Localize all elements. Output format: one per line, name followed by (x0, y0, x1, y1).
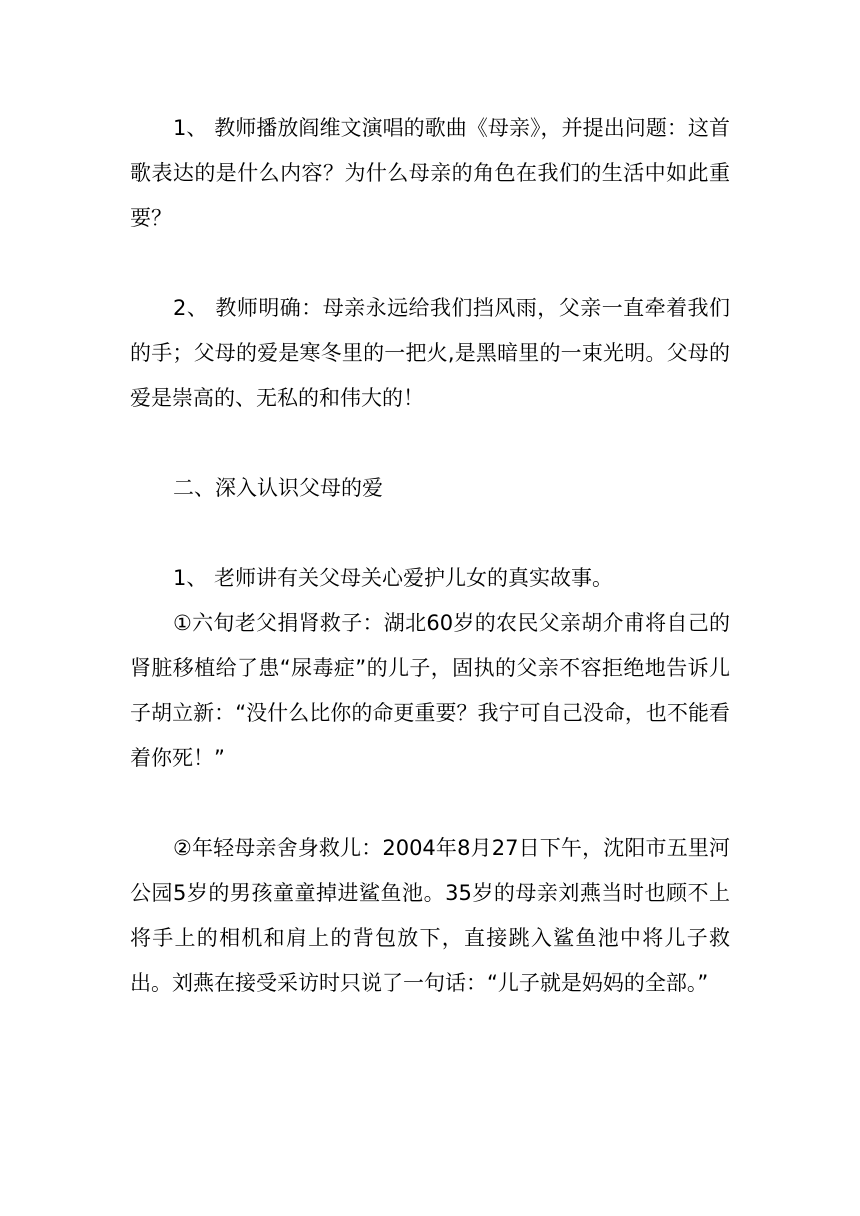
paragraph-teacher-plays-song: 1、 教师播放阎维文演唱的歌曲《母亲》，并提出问题：这首歌表达的是什么内容？为什么母亲的角色在我们的生活中如此重要？ (130, 116, 730, 230)
paragraph-story-mother-rescue: ②年轻母亲舍身救儿：2004年8月27日下午，沈阳市五里河公园5岁的男孩童童掉进鲨鱼池。35岁的母亲刘燕当时也顾不上将手上的相机和肩上的背包放下，直接跳入鲨鱼池中将儿子救出。刘燕在接受采访时只说了一句话：“儿子就是妈妈的全部。” (130, 836, 730, 995)
section-heading-parents-love: 二、深入认识父母的爱 (173, 476, 383, 500)
paragraph-teacher-tells-stories: 1、 老师讲有关父母关心爱护儿女的真实故事。 (173, 566, 614, 590)
paragraph-teacher-clarifies: 2、 教师明确：母亲永远给我们挡风雨，父亲一直牵着我们的手；父母的爱是寒冬里的一把火,是黑暗里的一束光明。父母的爱是崇高的、无私的和伟大的！ (130, 296, 730, 410)
paragraph-story-father-kidney: ①六旬老父捐肾救子：湖北60岁的农民父亲胡介甫将自己的肾脏移植给了患“尿毒症”的儿子，固执的父亲不容拒绝地告诉儿子胡立新：“没什么比你的命更重要？我宁可自己没命，也不能看着你死！” (130, 611, 730, 770)
